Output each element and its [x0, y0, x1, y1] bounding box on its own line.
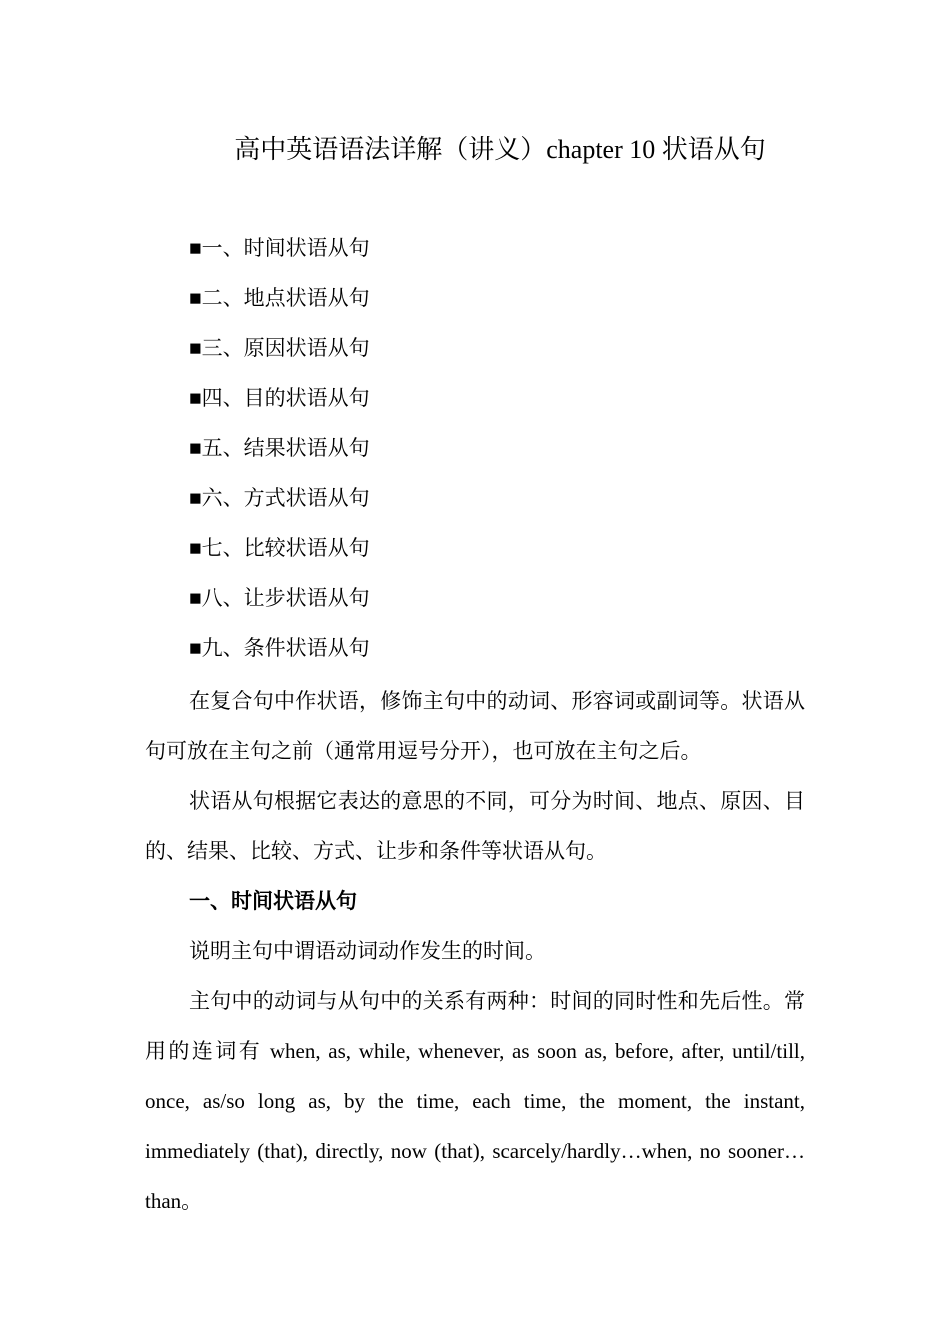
document-body: [145, 676, 805, 1226]
page-title: 高中英语语法详解（讲义）chapter 10 状语从句: [234, 135, 766, 164]
toc-item: ■九、条件状语从句: [189, 636, 370, 660]
toc-item: ■六、方式状语从句: [189, 486, 370, 510]
classification-paragraph: 状语从句根据它表达的意思的不同，可分为时间、地点、原因、目的、结果、比较、方式、让步和条件等状语从句。: [145, 789, 805, 863]
toc-item: ■三、原因状语从句: [189, 336, 370, 360]
toc-item: ■五、结果状语从句: [189, 436, 370, 460]
toc-item: ■七、比较状语从句: [189, 536, 370, 560]
toc-item: ■一、时间状语从句: [189, 236, 370, 260]
toc-item: ■八、让步状语从句: [189, 586, 370, 610]
toc-item: ■二、地点状语从句: [189, 286, 370, 310]
section-detail-paragraph: 主句中的动词与从句中的关系有两种：时间的同时性和先后性。常用的连词有 when, as, while, whenever, as soon as, before, after, until/till, once, as/so long as, by the time, each time, the moment, the instant, immediately (that), directly, now (that), scarcely/hardly…when, no sooner…than。: [145, 989, 805, 1213]
section-heading: 一、时间状语从句: [189, 889, 357, 913]
intro-paragraph: 在复合句中作状语，修饰主句中的动词、形容词或副词等。状语从句可放在主句之前（通常用逗号分开），也可放在主句之后。: [145, 689, 805, 763]
section-description: 说明主句中谓语动词动作发生的时间。: [189, 939, 546, 963]
table-of-contents: [189, 228, 370, 678]
toc-item: ■四、目的状语从句: [189, 386, 370, 410]
